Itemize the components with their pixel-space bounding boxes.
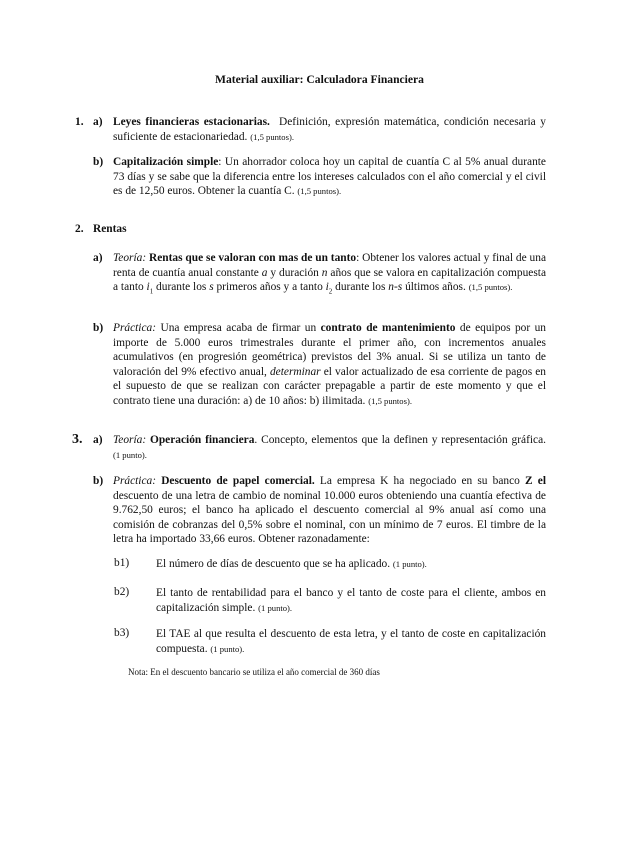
- item-b1-body: El número de días de descuento que se ha aplicado.: [156, 558, 391, 570]
- section-3-a-text: [113, 433, 546, 462]
- item-b1-text: [156, 557, 546, 572]
- section-3-number: 3.: [72, 432, 83, 447]
- section-3-a-heading: Operación financiera: [149, 434, 255, 446]
- footnote: Nota: En el descuento bancario se utiliza el año comercial de 360 días: [128, 667, 380, 677]
- section-2-a-body-2: y duración: [267, 266, 322, 279]
- section-3-a-points: (1 punto).: [113, 449, 147, 460]
- section-1-a-text: [113, 115, 546, 144]
- section-3-b-kind: Práctica:: [113, 475, 157, 487]
- section-1-b-label: b): [93, 156, 104, 168]
- subscript-1: 1: [149, 287, 154, 296]
- section-2-a-body-6: durante los: [332, 281, 389, 294]
- section-2-b-heading: contrato de mantenimiento: [320, 322, 456, 334]
- section-3-a-kind: Teoría:: [113, 434, 147, 446]
- section-3-b-label: b): [93, 475, 104, 487]
- section-2-a-heading: Rentas que se valoran con mas de un tanto: [149, 252, 357, 264]
- section-3-b-bank: Z el: [525, 475, 546, 487]
- section-2-a-body-4: durante los: [153, 281, 210, 294]
- section-1-a-label: a): [93, 116, 103, 128]
- section-1-number: 1.: [75, 116, 84, 128]
- item-b3-label: b3): [114, 627, 130, 639]
- section-2-b-label: b): [93, 322, 104, 334]
- section-3-b-text: [113, 474, 546, 547]
- item-b3-body: El TAE al que resulta el descuento de esta letra, y el tanto de coste en capitalización compuesta.: [156, 628, 546, 655]
- section-3-b-heading: Descuento de papel comercial.: [161, 475, 315, 487]
- section-2-b-text: [113, 321, 546, 409]
- section-1-a-body: Definición, expresión matemática, condición necesaria y suficiente de estacionariedad.: [113, 116, 546, 143]
- section-1-b-points: (1,5 puntos).: [297, 186, 342, 197]
- section-2-b-body-1: Una empresa acaba de firmar un: [156, 322, 321, 334]
- section-1-b-text: [113, 155, 546, 199]
- section-2-b-body-2: de equipos por un importe de 5.000 euros trimestrales durante el primer año, con incrementos anuales acumulativos (en progresión geométrica) previstos del 3% anual. Si se utiliza un tanto de valoración del 9% efectivo anual,: [113, 322, 546, 378]
- section-3-b-body-2: descuento de una letra de cambio de nominal 10.000 euros obteniendo una cuantía efectiva de 9.762,50 euros; el banco ha aplicado el descuento comercial al 9% anual así como una comisión de cobranzas del 0,5% sobre el nominal, con un mínimo de 7 euros. El timbre de la letra ha importado 33,66 euros. Obtener razonadamente:: [113, 489, 546, 546]
- variable-a: a: [261, 266, 268, 279]
- variable-n-s: n-s: [388, 281, 403, 294]
- item-b2-body: El tanto de rentabilidad para el banco y el tanto de coste para el cliente, ambos en capitalización simple.: [156, 587, 546, 614]
- section-2-a-body-5: primeros años y a tanto: [213, 281, 326, 294]
- section-2-b-kind: Práctica:: [113, 322, 157, 334]
- section-2-a-text: [113, 251, 546, 299]
- item-b3-text: [156, 627, 546, 656]
- section-2-b-points: (1,5 puntos).: [368, 395, 412, 406]
- item-b1-label: b1): [114, 557, 130, 569]
- subscript-2: 2: [328, 287, 333, 296]
- section-2-a-points: (1,5 puntos).: [468, 282, 513, 293]
- item-b2-points: (1 punto).: [258, 602, 293, 613]
- item-b3-points: (1 punto).: [210, 643, 245, 654]
- section-2-a-body-7: últimos años.: [402, 281, 466, 294]
- document-title: Material auxiliar: Calculadora Financiera: [215, 73, 424, 86]
- section-3-a-body: . Concepto, elementos que la definen y representación gráfica.: [254, 434, 546, 446]
- item-b2-label: b2): [114, 586, 130, 598]
- section-1-b-heading: Capitalización simple: [113, 156, 219, 168]
- section-2-number: 2.: [75, 223, 84, 235]
- item-b1-points: (1 punto).: [392, 559, 427, 569]
- section-1-a-heading: Leyes financieras estacionarias.: [113, 116, 270, 128]
- section-2-a-label: a): [93, 252, 103, 264]
- section-2-b-body-3: el valor actualizado de esa corriente de pagos en el supuesto de que se realizan con carácter prepagable a partir de este momento y que el contrato tiene una duración: a) de 10 años: b) ilimitada.: [113, 365, 546, 407]
- section-2-a-body-3: años que se valora en capitalización compuesta a tanto: [113, 266, 546, 294]
- variable-n: n: [321, 266, 328, 279]
- section-1-b-body: : Un ahorrador coloca hoy un capital de cuantía C al 5% anual durante 73 días y se sabe que la diferencia entre los intereses calculados con el año comercial y el civil es de 12,50 euros. Obtener la cuantía C.: [113, 156, 546, 198]
- section-2-a-body-1: : Obtener los valores actual y final de una renta de cuantía anual constante: [113, 252, 546, 279]
- variable-i1: i: [146, 281, 150, 294]
- section-2-a-kind: Teoría:: [113, 252, 147, 264]
- section-2-heading: Rentas: [93, 223, 127, 235]
- variable-i2: i: [325, 281, 329, 294]
- section-3-a-label: a): [93, 434, 103, 446]
- item-b2-text: [156, 586, 546, 615]
- variable-s: s: [209, 281, 214, 294]
- section-2-b-verb: determinar: [269, 365, 321, 378]
- section-3-b-body-1: La empresa K ha negociado en su banco: [314, 475, 526, 487]
- section-1-a-points: (1,5 puntos).: [250, 131, 294, 142]
